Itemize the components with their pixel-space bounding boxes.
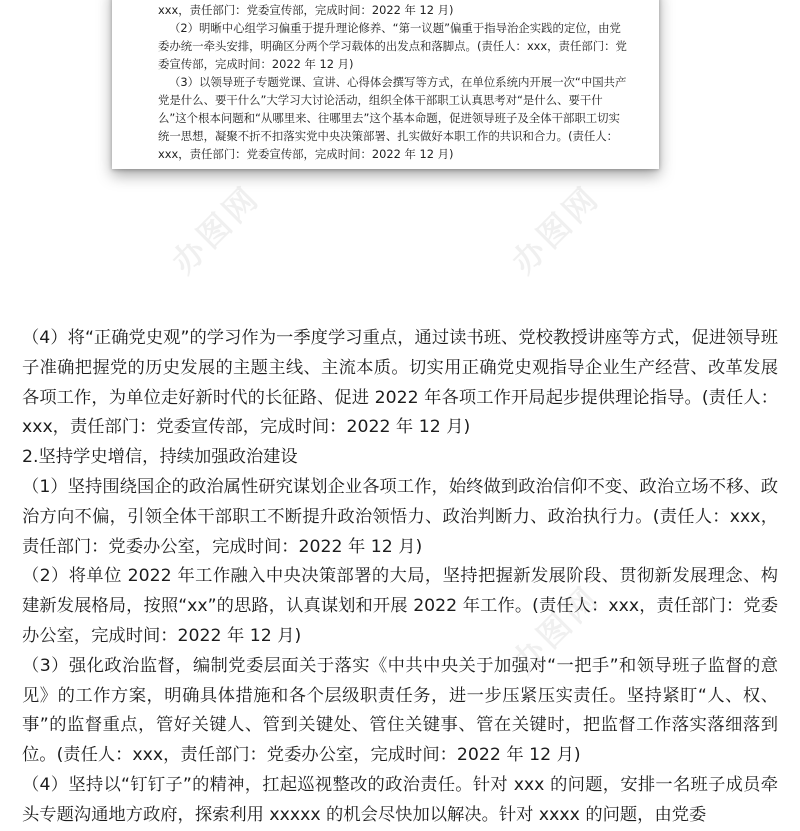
section2-item-4: （4）坚持以“钉钉子”的精神，扛起巡视整改的政治责任。针对 xxx 的问题，安排一名班子成员牵头专题沟通地方政府，探索利用 xxxxx 的机会尽快加以解决。针对 xxxx 的问题，由党委 — [22, 774, 778, 825]
section2-item-3: （3）强化政治监督，编制党委层面关于落实《中共中央关于加强对“一把手”和领导班子监督的意见》的工作方案，明确具体措施和各个层级职责任务，进一步压紧压实责任。坚持紧盯“人、权、事”的监督重点，管好关键人、管到关键处、管住关键事、管在关键时，把监督工作落实落细落到位。(责任人：xxx，责任部门：党委办公室，完成时间：2022 年 12 月) — [22, 655, 778, 766]
watermark-3: 办图网 — [504, 577, 608, 682]
watermark-1: 办图网 — [164, 177, 268, 282]
section2-item-1: （1）坚持围绕国企的政治属性研究谋划企业各项工作，始终做到政治信仰不变、政治立场不移、政治方向不偏，引领全体干部职工不断提升政治领悟力、政治判断力、政治执行力。(责任人：xxx，责任部门：党委办公室，完成时间：2022 年 12 月) — [22, 476, 778, 557]
main-text — [22, 324, 778, 831]
card-item-3: （3）以领导班子专题党课、宣讲、心得体会撰写等方式，在单位系统内开展一次“中国共产党是什么、要干什么”大学习大讨论活动，组织全体干部职工认真思考对“是什么、要干什么”这个根本问题和“从哪里来、往哪里去”这个基本命题，促进领导班子及全体干部职工切实统一思想，凝聚不折不扣落实党中央决策部署、扎实做好本职工作的共识和合力。(责任人：xxx，责任部门：党委宣传部，完成时间：2022 年 12 月) — [158, 75, 627, 161]
section2-item-2: （2）将单位 2022 年工作融入中央决策部署的大局，坚持把握新发展阶段、贯彻新发展理念、构建新发展格局，按照“xx”的思路，认真谋划和开展 2022 年工作。(责任人：xxx，责任部门：党委办公室，完成时间：2022 年 12 月) — [22, 566, 778, 646]
watermark-2: 办图网 — [504, 177, 608, 282]
paragraph-4: （4）将“正确党史观”的学习作为一季度学习重点，通过读书班、党校教授讲座等方式，促进领导班子准确把握党的历史发展的主题主线、主流本质。切实用正确党史观指导企业生产经营、改革发展各项工作，为单位走好新时代的长征路、促进 2022 年各项工作开局起步提供理论指导。(责任人：xxx，责任部门：党委宣传部，完成时间：2022 年 12 月) — [22, 328, 778, 438]
card-line-0: xxx，责任部门：党委宣传部，完成时间：2022 年 12 月) — [158, 3, 454, 17]
card-text — [158, 0, 628, 163]
section-heading-2: 2.坚持学史增信，持续加强政治建设 — [22, 447, 298, 468]
document-preview-card — [112, 0, 659, 169]
card-item-2: （2）明晰中心组学习偏重于提升理论修养、“第一议题”偏重于指导治企实践的定位，由党委办统一牵头安排，明确区分两个学习载体的出发点和落脚点。(责任人：xxx，责任部门：党委宣传部，完成时间：2022 年 12 月) — [158, 21, 627, 71]
